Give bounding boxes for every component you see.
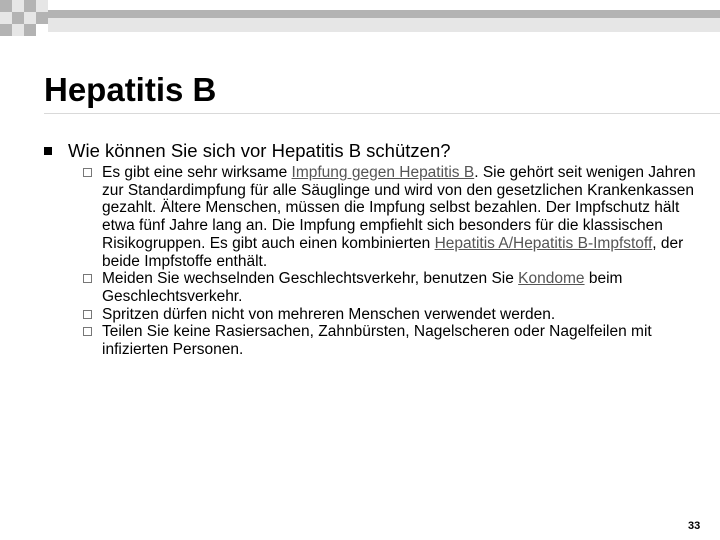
hollow-square-bullet-icon — [83, 310, 92, 319]
sub-bullet-text: Spritzen dürfen nicht von mehreren Menschen verwendet werden. — [102, 305, 556, 323]
main-bullet — [44, 140, 451, 161]
page-number: 33 — [688, 520, 701, 532]
title-divider — [44, 113, 720, 114]
sub-bullet-text: Meiden Sie wechselnden Geschlechtsverkehr, benutzen Sie — [102, 270, 519, 288]
slide-title: Hepatitis B — [44, 71, 217, 108]
square-bullet-icon — [44, 147, 52, 155]
link-impfung-hepatitis-b[interactable]: Impfung gegen Hepatitis B — [291, 164, 475, 181]
sub-bullet-text: Teilen Sie keine Rasiersachen, Zahnbürsten, Nagelscheren oder Nagelfeilen mit infizierten Personen. — [102, 323, 652, 359]
header-decoration — [0, 0, 720, 50]
sub-bullet-condoms — [83, 270, 698, 305]
hollow-square-bullet-icon — [83, 327, 92, 336]
sub-bullet-text: Es gibt eine sehr wirksame — [102, 164, 292, 181]
header-band-light — [48, 18, 720, 32]
sub-bullet-text: . Sie gehört seit wenigen Jahren zur Standardimpfung für alle Säuglinge und wird von den gesetzlichen Krankenkassen gezahlt. Ältere Menschen, müssen die Impfung selbst bezahlen. Der Impfschutz hält etwa fünf Jahre lang an. Die Impfung empfiehlt sich besonders für die klassischen Risikogruppen. Es gibt auch einen kombinierten — [102, 164, 696, 252]
sub-bullet-text: , der beide Impfstoffe enthält. — [102, 234, 684, 270]
hollow-square-bullet-icon — [83, 168, 92, 177]
sub-bullet-list — [83, 164, 698, 359]
link-kondome[interactable]: Kondome — [518, 270, 585, 288]
sub-bullet-syringes — [83, 306, 698, 324]
sub-bullet-vaccination — [83, 164, 698, 270]
main-bullet-text: Wie können Sie sich vor Hepatitis B schützen? — [68, 140, 451, 161]
sub-bullet-personal-items — [83, 323, 698, 358]
link-hepatitis-a-b-impfstoff[interactable]: Hepatitis A/Hepatitis B-Impfstoff — [434, 234, 653, 252]
header-band-dark — [48, 10, 720, 18]
sub-bullet-text: beim Geschlechtsverkehr. — [102, 270, 623, 305]
hollow-square-bullet-icon — [83, 274, 92, 283]
